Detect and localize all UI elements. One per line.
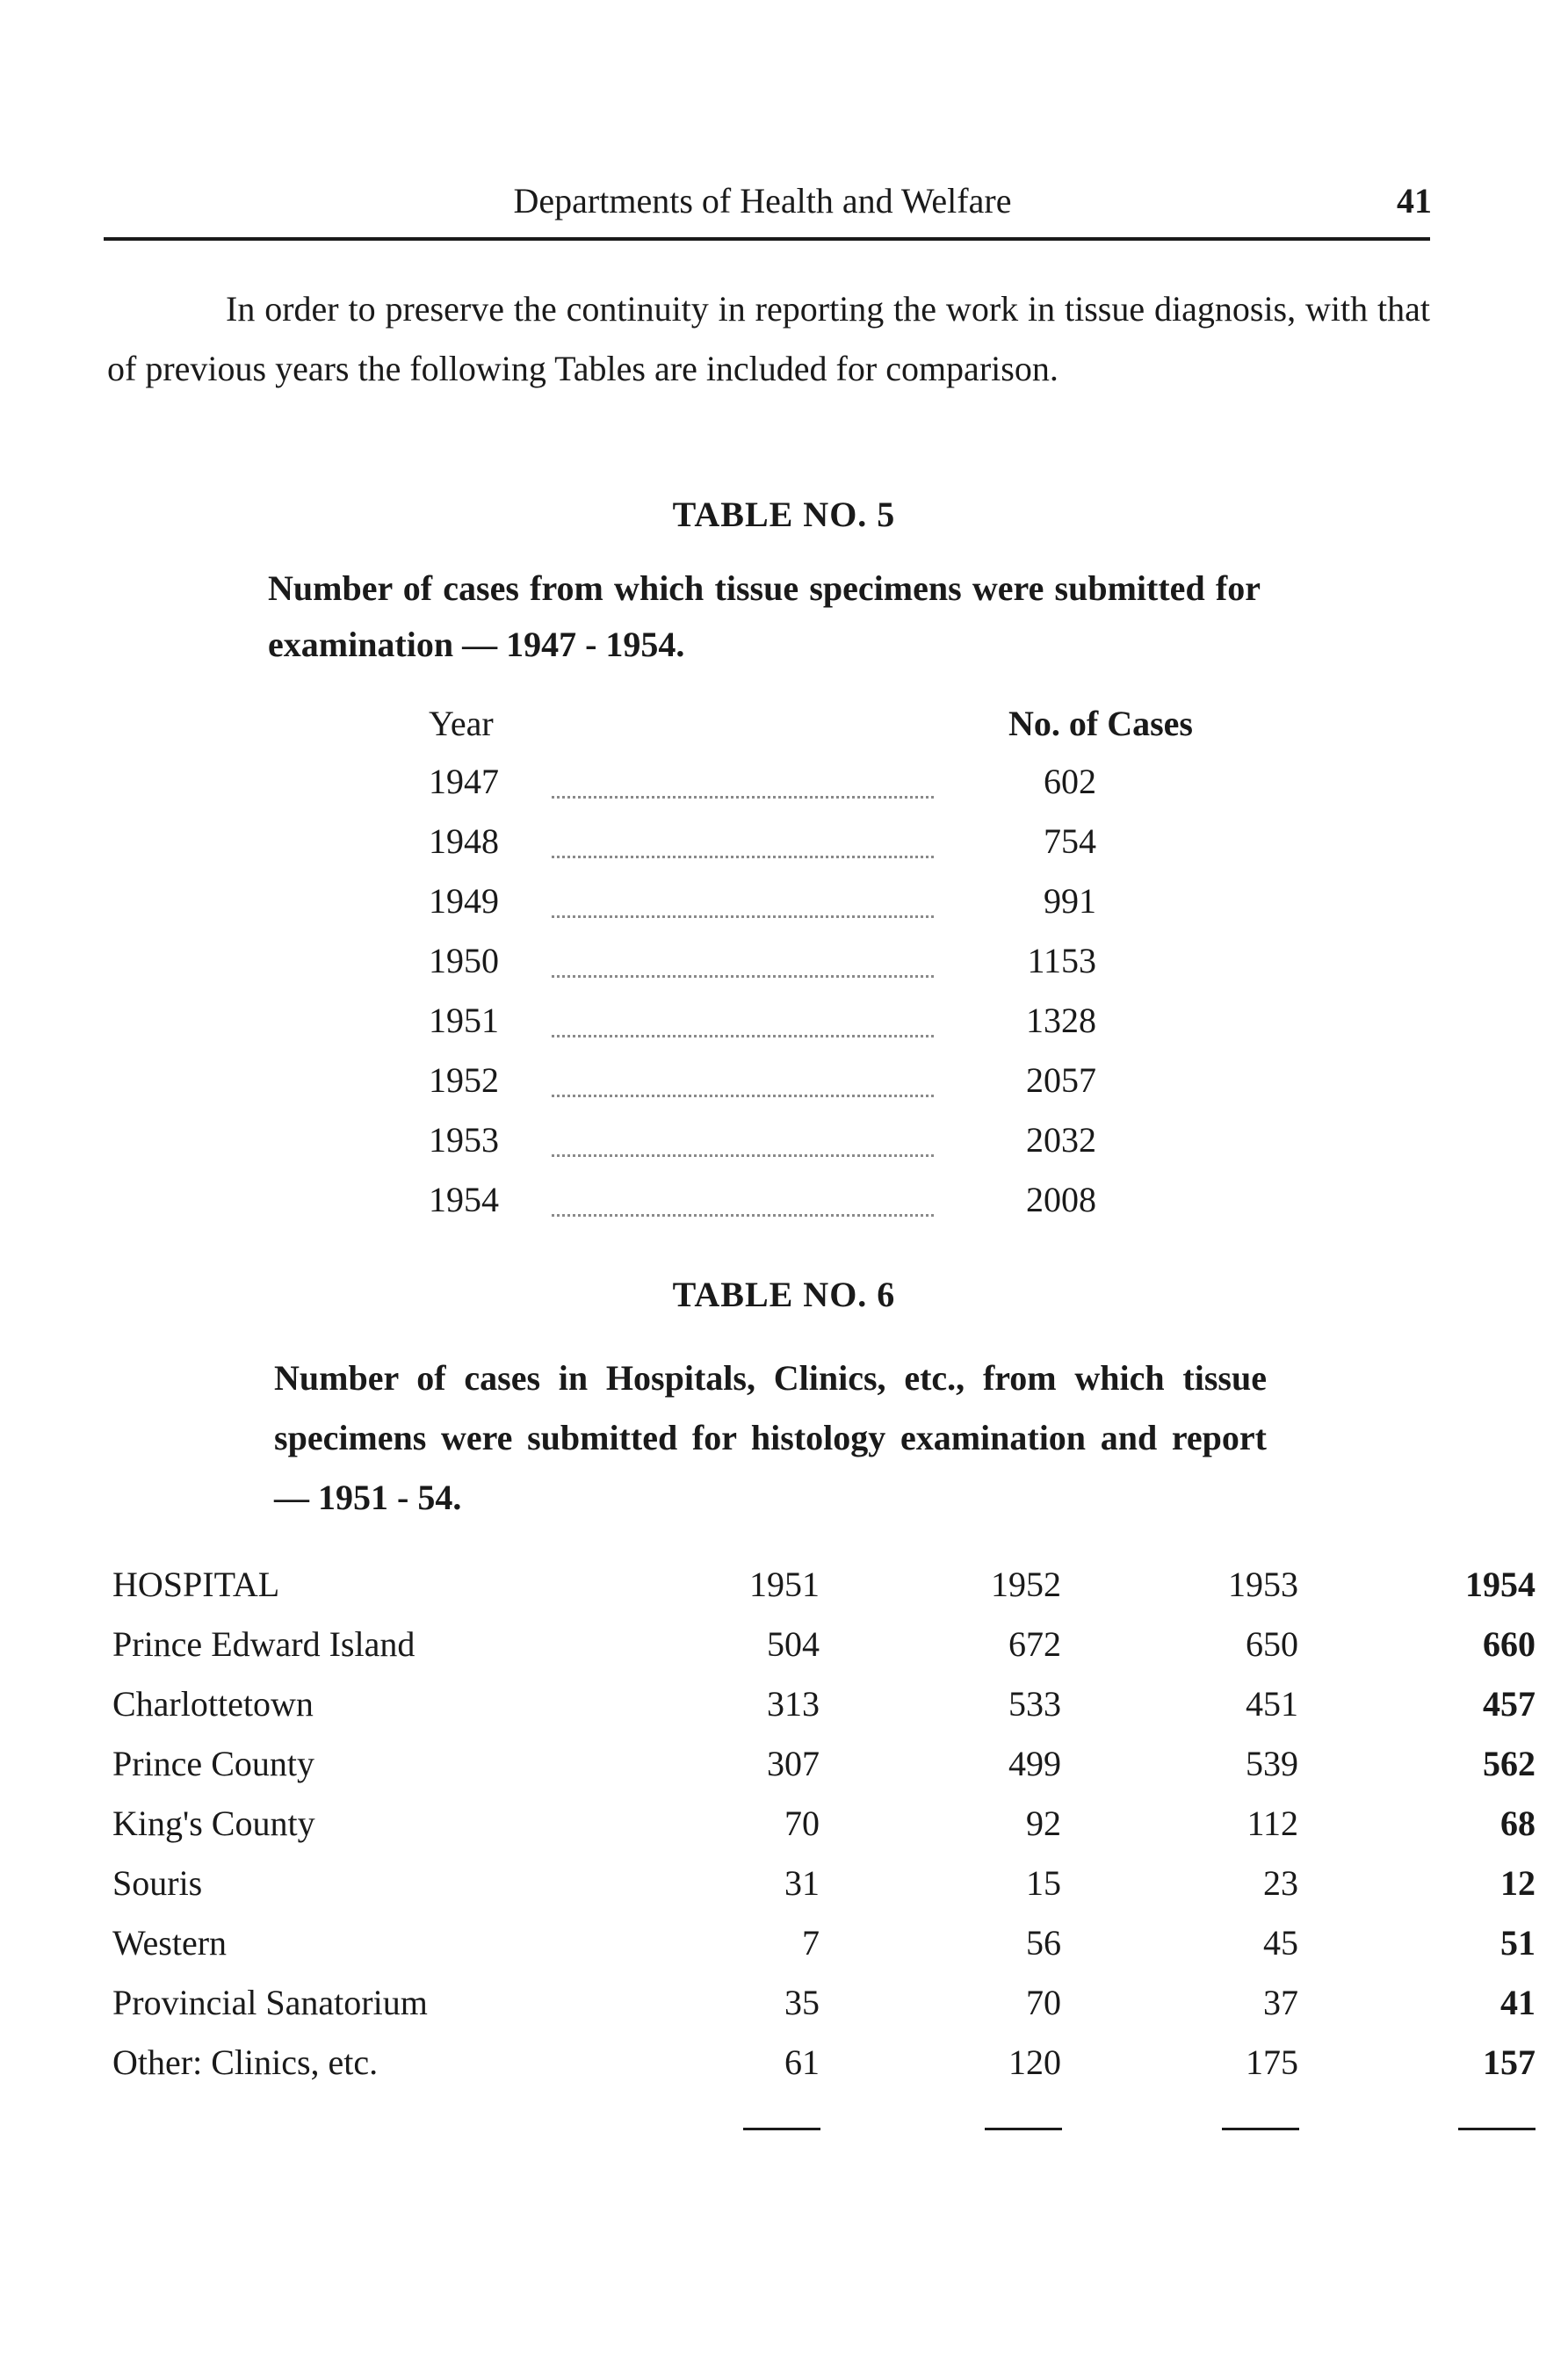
table5-cases: 2057 — [1026, 1060, 1096, 1100]
table5-row — [429, 1119, 1193, 1179]
table6-cell: 499 — [1008, 1744, 1061, 1783]
table6-cell: 504 — [767, 1624, 820, 1664]
table6-row — [112, 2042, 1535, 2101]
table6-cell: 457 — [1483, 1684, 1535, 1724]
table6-cell: 45 — [1263, 1923, 1298, 1963]
total-rule — [985, 2128, 1062, 2130]
header-rule — [104, 237, 1430, 241]
table6-caption: Number of cases in Hospitals, Clinics, etc., from which tissue specimens were submitted for histology examination and report — 1951 - 54. — [274, 1358, 1267, 1517]
table6-year-header: 1954 — [1465, 1565, 1535, 1604]
table6-year-header: 1952 — [991, 1565, 1061, 1604]
table6-row — [112, 1743, 1535, 1803]
table5-row — [429, 1179, 1193, 1239]
total-rule — [743, 2128, 820, 2130]
table6 — [112, 1564, 1535, 2154]
table6-cell: 562 — [1483, 1744, 1535, 1783]
table6-cell: 56 — [1026, 1923, 1061, 1963]
table6-hospital-name: Souris — [112, 1863, 203, 1903]
table6-cell: 12 — [1500, 1863, 1535, 1903]
table5-cases-header: No. of Cases — [1008, 704, 1193, 743]
table6-cell: 70 — [1026, 1983, 1061, 2022]
table6-row — [112, 1623, 1535, 1683]
table6-cell: 51 — [1500, 1923, 1535, 1963]
table6-title: TABLE NO. 6 — [672, 1275, 896, 1314]
table6-cell: 31 — [784, 1863, 820, 1903]
table5-cases: 754 — [1044, 821, 1096, 861]
table6-cell: 672 — [1008, 1624, 1061, 1664]
table6-cell: 112 — [1246, 1804, 1298, 1843]
table6-cell: 451 — [1246, 1684, 1298, 1724]
table5-year: 1950 — [429, 941, 499, 980]
table5-cases: 1328 — [1026, 1001, 1096, 1040]
table6-header-row — [112, 1564, 1535, 1623]
dot-leader — [552, 975, 934, 978]
table6-cell: 175 — [1246, 2042, 1298, 2082]
table5-row — [429, 880, 1193, 940]
table6-cell: 120 — [1008, 2042, 1061, 2082]
table6-hospital-name: Charlottetown — [112, 1684, 314, 1724]
table5-year: 1948 — [429, 821, 499, 861]
table6-cell: 70 — [784, 1804, 820, 1843]
table6-cell: 313 — [767, 1684, 820, 1724]
table6-row — [112, 1683, 1535, 1743]
table5-row — [429, 821, 1193, 880]
table6-year-header: 1953 — [1228, 1565, 1298, 1604]
table6-cell: 650 — [1246, 1624, 1298, 1664]
table6-row — [112, 1922, 1535, 1982]
table6-hospital-name: Provincial Sanatorium — [112, 1983, 428, 2022]
table5-year: 1949 — [429, 881, 499, 921]
table6-cell: 533 — [1008, 1684, 1061, 1724]
table5-cases: 2032 — [1026, 1120, 1096, 1160]
table5-cases: 2008 — [1026, 1180, 1096, 1219]
table6-cell: 307 — [767, 1744, 820, 1783]
total-rule — [1222, 2128, 1299, 2130]
table6-hospital-name: Other: Clinics, etc. — [112, 2042, 379, 2082]
dot-leader — [552, 915, 934, 918]
table6-cell: 157 — [1483, 2042, 1535, 2082]
total-rule — [1458, 2128, 1535, 2130]
table6-hospital-name: Prince Edward Island — [112, 1624, 415, 1664]
total-rules — [112, 2101, 1430, 2154]
table5-row — [429, 761, 1193, 821]
table6-cell: 23 — [1263, 1863, 1298, 1903]
table5-cases: 602 — [1044, 762, 1096, 801]
table5-row — [429, 940, 1193, 1000]
table6-hospital-name: Prince County — [112, 1744, 314, 1783]
table6-cell: 539 — [1246, 1744, 1298, 1783]
table5-header-row — [429, 703, 1193, 761]
dot-leader — [552, 1214, 934, 1217]
table5-year: 1952 — [429, 1060, 499, 1100]
table5-year: 1947 — [429, 762, 499, 801]
table5-year: 1953 — [429, 1120, 499, 1160]
table5-caption: Number of cases from which tissue specimens were submitted for examination — 1947 - 1954. — [268, 568, 1261, 664]
table5-year-header: Year — [429, 704, 494, 743]
table6-cell: 7 — [802, 1923, 820, 1963]
running-title: Departments of Health and Welfare — [513, 181, 1012, 220]
table5-title: TABLE NO. 5 — [672, 495, 896, 534]
dot-leader — [552, 1154, 934, 1157]
dot-leader — [552, 1095, 934, 1097]
table6-hospital-name: King's County — [112, 1804, 315, 1843]
table5-row — [429, 1000, 1193, 1059]
table6-row — [112, 1803, 1535, 1862]
table5-cases: 1153 — [1027, 941, 1096, 980]
table5-year: 1951 — [429, 1001, 499, 1040]
table5 — [429, 703, 1193, 1239]
table5-row — [429, 1059, 1193, 1119]
table6-hospital-header: HOSPITAL — [112, 1565, 280, 1604]
table6-cell: 37 — [1263, 1983, 1298, 2022]
page-number: 41 — [1397, 181, 1432, 220]
table5-year: 1954 — [429, 1180, 499, 1219]
table6-cell: 660 — [1483, 1624, 1535, 1664]
dot-leader — [552, 856, 934, 858]
dot-leader — [552, 796, 934, 799]
table5-cases: 991 — [1044, 881, 1096, 921]
intro-paragraph: In order to preserve the continuity in reporting the work in tissue diagnosis, with that of previous years the following Tables are included for comparison. — [107, 289, 1430, 388]
table6-row — [112, 1982, 1535, 2042]
table6-cell: 15 — [1026, 1863, 1061, 1903]
page-header — [104, 180, 1432, 233]
table6-year-header: 1951 — [749, 1565, 820, 1604]
table6-cell: 92 — [1026, 1804, 1061, 1843]
table6-hospital-name: Western — [112, 1923, 228, 1963]
table6-cell: 61 — [784, 2042, 820, 2082]
dot-leader — [552, 1035, 934, 1037]
table6-cell: 35 — [784, 1983, 820, 2022]
table6-cell: 41 — [1500, 1983, 1535, 2022]
table6-cell: 68 — [1500, 1804, 1535, 1843]
table6-row — [112, 1862, 1535, 1922]
